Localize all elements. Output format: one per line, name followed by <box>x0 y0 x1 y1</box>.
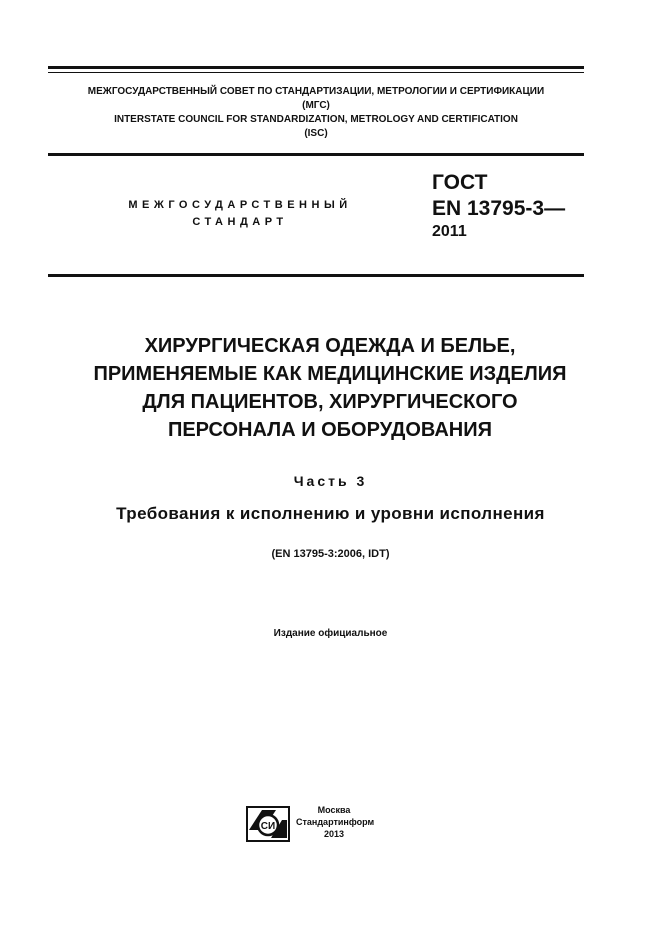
publisher-info <box>296 804 375 840</box>
standard-number: EN 13795-3— <box>432 197 566 220</box>
identity-reference: (EN 13795-3:2006, IDT) <box>271 548 390 560</box>
standard-designation <box>432 170 565 242</box>
header-bottom-rule <box>48 153 584 156</box>
top-rule-thick <box>48 66 584 69</box>
publisher-name: Стандартинформ <box>296 817 375 827</box>
gost-label: ГОСТ <box>432 171 488 194</box>
council-header <box>48 85 584 141</box>
document-title <box>20 332 640 444</box>
council-abbr-ru: (МГС) <box>302 100 330 111</box>
part-number: Часть 3 <box>293 473 368 489</box>
edition-note: Издание официальное <box>273 628 388 639</box>
title-line-3: ДЛЯ ПАЦИЕНТОВ, ХИРУРГИЧЕСКОГО <box>142 391 518 413</box>
top-rule-thin <box>48 72 584 73</box>
title-line-2: ПРИМЕНЯЕМЫЕ КАК МЕДИЦИНСКИЕ ИЗДЕЛИЯ <box>93 363 567 385</box>
standard-label-line2: СТАНДАРТ <box>192 216 288 228</box>
title-line-4: ПЕРСОНАЛА И ОБОРУДОВАНИЯ <box>167 419 493 441</box>
title-line-1: ХИРУРГИЧЕСКАЯ ОДЕЖДА И БЕЛЬЕ, <box>144 335 516 357</box>
document-subtitle: Требования к исполнению и уровни исполнения <box>116 504 545 523</box>
standard-label-line1: МЕЖГОСУДАРСТВЕННЫЙ <box>128 199 352 211</box>
council-name-en: INTERSTATE COUNCIL FOR STANDARDIZATION, METROLOGY AND CERTIFICATION <box>114 114 518 125</box>
council-name-ru: МЕЖГОСУДАРСТВЕННЫЙ СОВЕТ ПО СТАНДАРТИЗАЦИИ, МЕТРОЛОГИИ И СЕРТИФИКАЦИИ <box>87 86 545 97</box>
publisher-logo-icon <box>246 806 290 842</box>
standard-year: 2011 <box>432 223 467 240</box>
designation-bottom-rule <box>48 274 584 277</box>
council-abbr-en: (ISC) <box>304 128 328 139</box>
standard-label <box>100 197 380 231</box>
publisher-year: 2013 <box>323 829 345 839</box>
publisher-city: Москва <box>317 805 351 815</box>
svg-text:СИ: СИ <box>260 821 276 832</box>
